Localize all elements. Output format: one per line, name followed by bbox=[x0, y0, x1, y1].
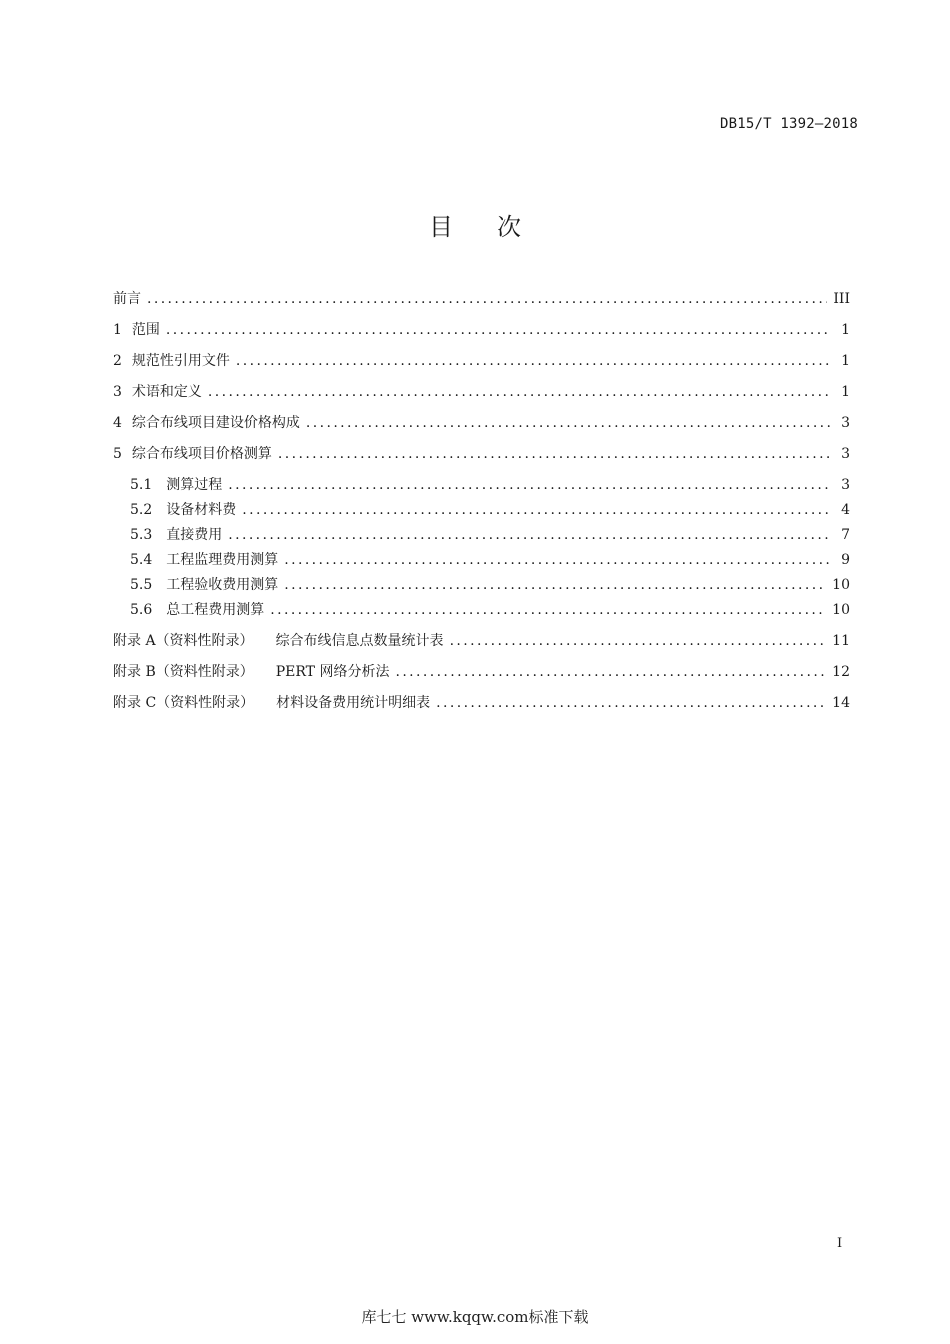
toc-page-number: 12 bbox=[832, 664, 850, 680]
toc-page-number: 14 bbox=[832, 695, 850, 711]
toc-label: 综合布线项目建设价格构成 bbox=[131, 415, 300, 431]
toc-label: 前言 bbox=[113, 291, 141, 307]
page-number: I bbox=[837, 1236, 843, 1251]
toc-entry-5[interactable] bbox=[113, 442, 850, 467]
toc-entry-5-3[interactable] bbox=[113, 523, 850, 548]
toc-page-number: 4 bbox=[841, 502, 850, 518]
toc-entry-5-5[interactable] bbox=[113, 573, 850, 598]
toc-number: 5.1 bbox=[130, 477, 153, 493]
toc-page-number: 3 bbox=[841, 446, 850, 462]
toc-entry-appendix-a[interactable] bbox=[113, 629, 850, 654]
toc-page-number: 1 bbox=[841, 353, 850, 369]
toc-number: 5 bbox=[113, 446, 122, 462]
toc-label: 工程监理费用测算 bbox=[166, 552, 279, 568]
dot-leader bbox=[395, 660, 826, 685]
title-char-2: 次 bbox=[497, 213, 521, 241]
dot-leader bbox=[306, 411, 830, 436]
dot-leader bbox=[242, 498, 830, 523]
toc-entry-5-4[interactable] bbox=[113, 548, 850, 573]
toc-page-number: 3 bbox=[841, 415, 850, 431]
toc-page-number: 11 bbox=[832, 633, 850, 649]
appendix-prefix: 附录 B（资料性附录） bbox=[113, 664, 254, 680]
dot-leader bbox=[166, 318, 830, 343]
page-title bbox=[0, 207, 950, 242]
watermark-text: 库七七 www.kqqw.com标准下载 bbox=[361, 1308, 589, 1326]
dot-leader bbox=[270, 598, 826, 623]
standard-code: DB15/T 1392—2018 bbox=[719, 116, 858, 132]
toc-page-number: 3 bbox=[841, 477, 850, 493]
appendix-prefix: 附录 C（资料性附录） bbox=[113, 695, 255, 711]
toc-number: 5.6 bbox=[130, 602, 153, 618]
toc-entry-3[interactable] bbox=[113, 380, 850, 405]
toc-entry-5-2[interactable] bbox=[113, 498, 850, 523]
toc-label: 术语和定义 bbox=[131, 384, 202, 400]
toc-label: 设备材料费 bbox=[166, 502, 237, 518]
toc-number: 1 bbox=[113, 322, 122, 338]
toc-number: 3 bbox=[113, 384, 122, 400]
toc-entry-1[interactable] bbox=[113, 318, 850, 343]
toc-label: 范围 bbox=[131, 322, 160, 338]
dot-leader bbox=[284, 573, 826, 598]
toc-label: 综合布线信息点数量统计表 bbox=[275, 633, 444, 649]
appendix-prefix: 附录 A（资料性附录） bbox=[113, 633, 254, 649]
toc-label: 综合布线项目价格测算 bbox=[131, 446, 272, 462]
toc-page-number: 9 bbox=[841, 552, 850, 568]
toc-page-number: 7 bbox=[841, 527, 850, 543]
toc-entry-appendix-b[interactable] bbox=[113, 660, 850, 685]
dot-leader bbox=[278, 442, 830, 467]
dot-leader bbox=[284, 548, 830, 573]
toc-page-number: 1 bbox=[841, 322, 850, 338]
dot-leader bbox=[228, 523, 830, 548]
toc-label: 工程验收费用测算 bbox=[166, 577, 279, 593]
dot-leader bbox=[228, 473, 830, 498]
toc-number: 5.2 bbox=[130, 502, 153, 518]
toc-entry-preface[interactable] bbox=[113, 287, 850, 312]
dot-leader bbox=[450, 629, 827, 654]
toc-number: 4 bbox=[113, 415, 122, 431]
toc-page-number: III bbox=[833, 291, 850, 307]
toc-label: 规范性引用文件 bbox=[131, 353, 230, 369]
toc-entry-appendix-c[interactable] bbox=[113, 691, 850, 716]
dot-leader bbox=[436, 691, 826, 716]
toc-number: 5.5 bbox=[130, 577, 153, 593]
toc-label: PERT 网络分析法 bbox=[275, 664, 390, 680]
dot-leader bbox=[208, 380, 830, 405]
toc-label: 总工程费用测算 bbox=[166, 602, 265, 618]
toc-entry-5-1[interactable] bbox=[113, 473, 850, 498]
toc-label: 直接费用 bbox=[166, 527, 223, 543]
toc-entry-5-6[interactable] bbox=[113, 598, 850, 623]
table-of-contents bbox=[113, 287, 850, 716]
toc-page-number: 10 bbox=[832, 577, 850, 593]
toc-label: 测算过程 bbox=[166, 477, 223, 493]
toc-label: 材料设备费用统计明细表 bbox=[276, 695, 431, 711]
toc-entry-2[interactable] bbox=[113, 349, 850, 374]
toc-page-number: 10 bbox=[832, 602, 850, 618]
toc-entry-4[interactable] bbox=[113, 411, 850, 436]
toc-number: 5.4 bbox=[130, 552, 153, 568]
title-char-1: 目 bbox=[429, 213, 453, 241]
dot-leader bbox=[147, 287, 827, 312]
dot-leader bbox=[236, 349, 830, 374]
toc-number: 2 bbox=[113, 353, 122, 369]
toc-page-number: 1 bbox=[841, 384, 850, 400]
toc-number: 5.3 bbox=[130, 527, 153, 543]
